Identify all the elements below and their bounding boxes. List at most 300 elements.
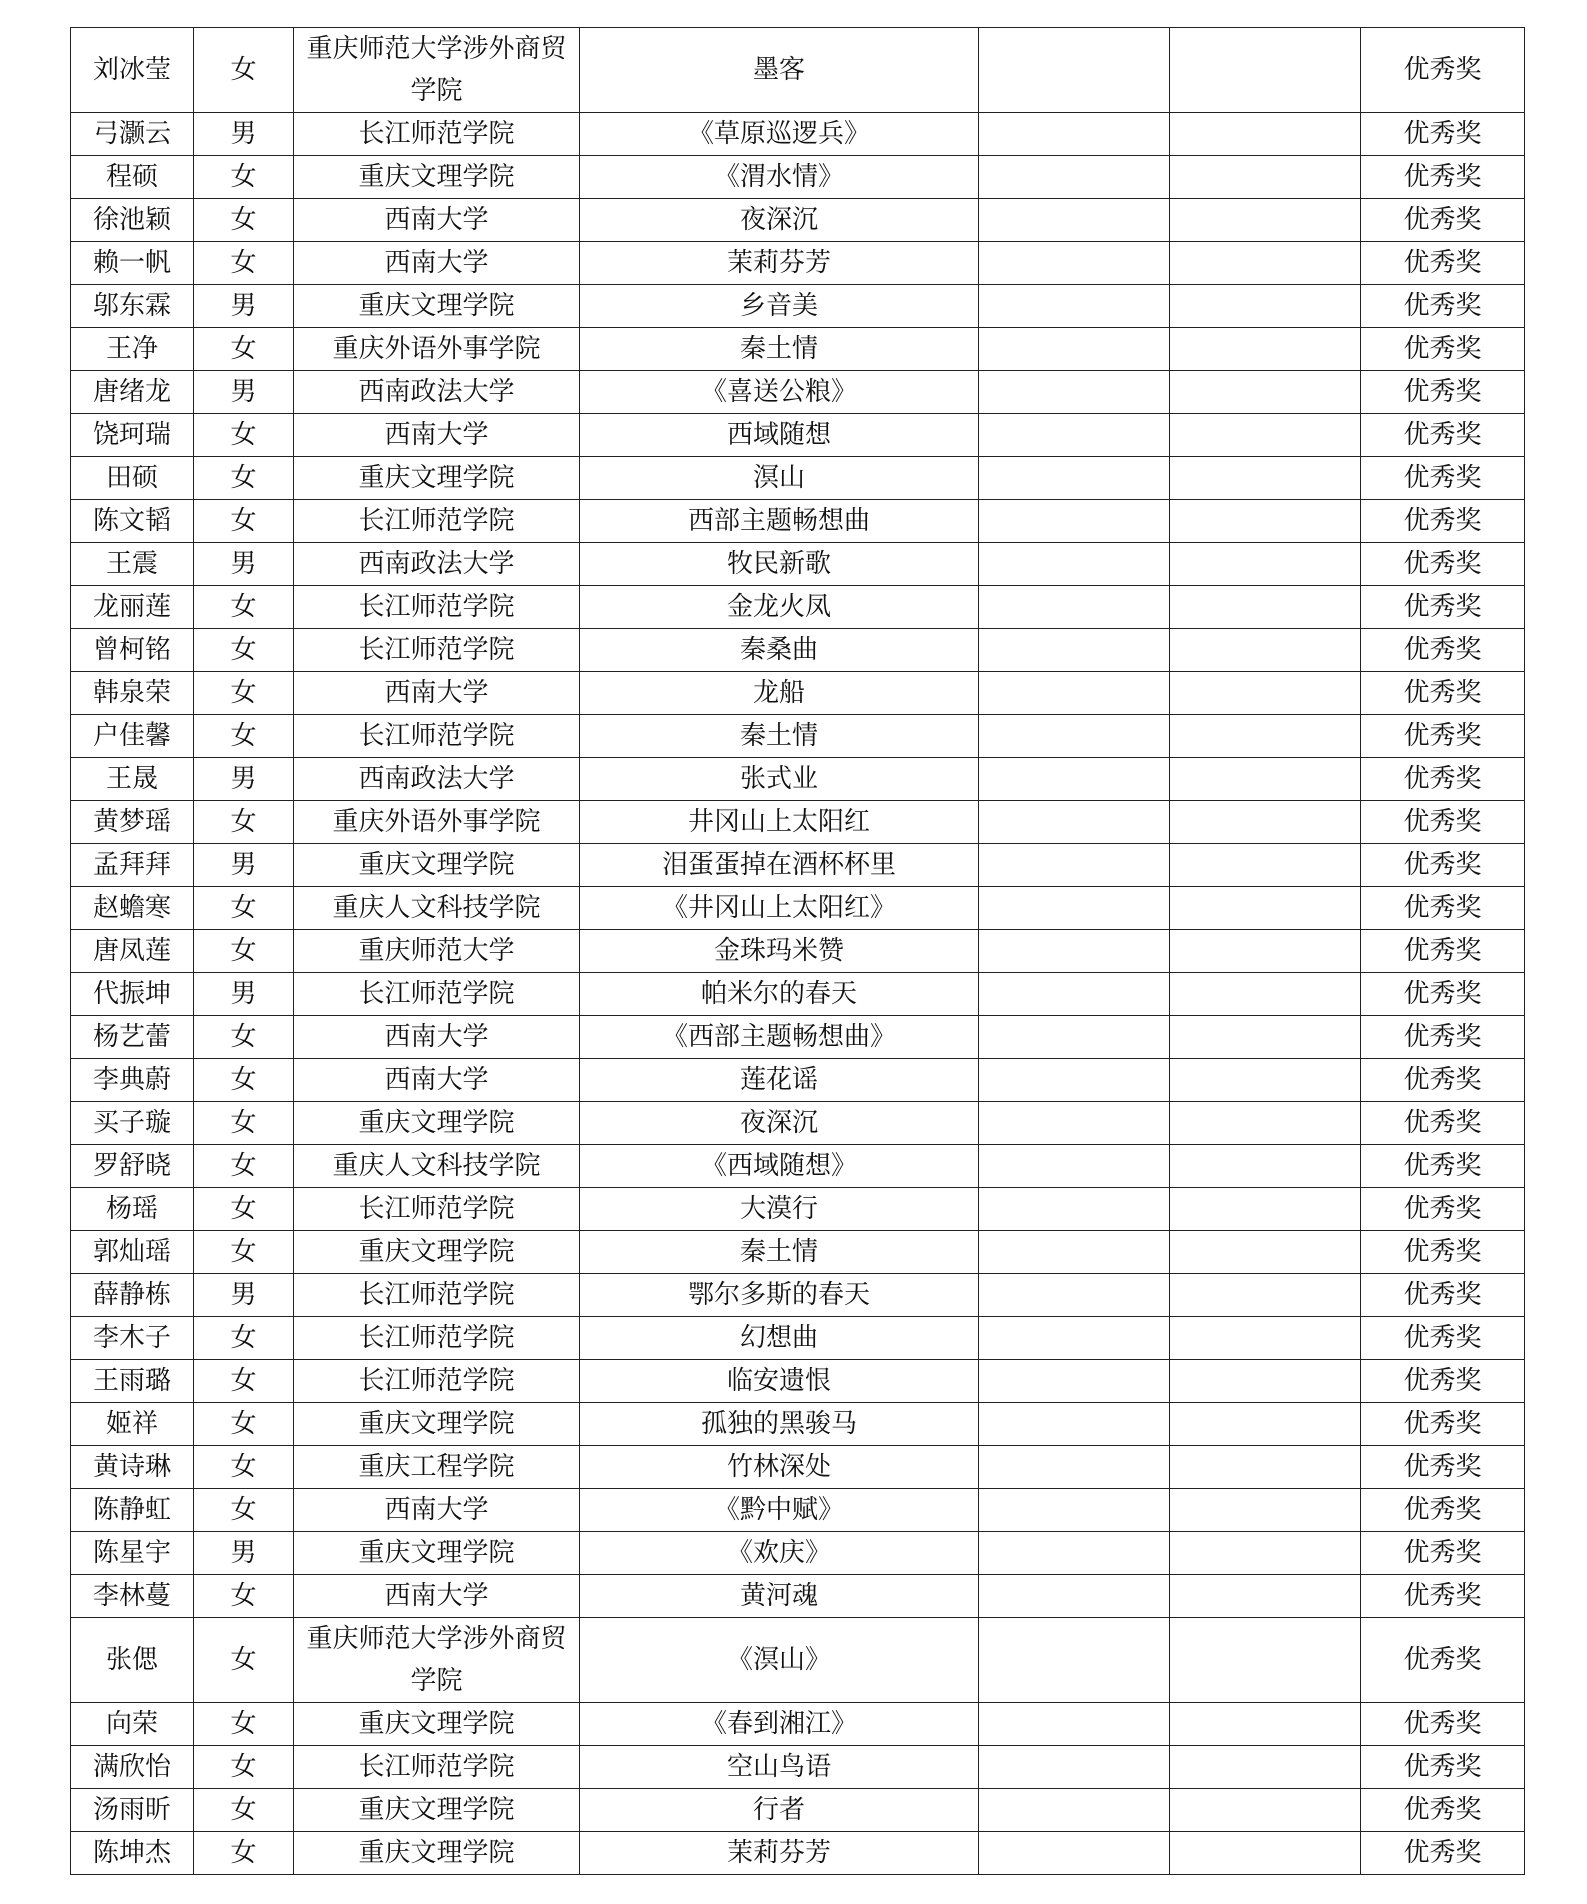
college-cell: 西南政法大学 <box>294 543 580 586</box>
student-name-cell: 姬祥 <box>71 1403 194 1446</box>
empty-cell-b <box>1170 28 1361 113</box>
college-cell: 重庆师范大学涉外商贸学院 <box>294 28 580 113</box>
empty-cell-b <box>1170 285 1361 328</box>
student-name-cell: 罗舒晓 <box>71 1145 194 1188</box>
empty-cell-a <box>979 1317 1170 1360</box>
empty-cell-a <box>979 371 1170 414</box>
empty-cell-b <box>1170 242 1361 285</box>
award-cell: 优秀奖 <box>1361 1575 1525 1618</box>
table-row <box>71 1746 1525 1789</box>
student-name-cell: 买子璇 <box>71 1102 194 1145</box>
college-cell: 长江师范学院 <box>294 1746 580 1789</box>
award-cell: 优秀奖 <box>1361 1016 1525 1059</box>
empty-cell-b <box>1170 199 1361 242</box>
work-title-cell: 夜深沉 <box>580 199 979 242</box>
gender-cell: 女 <box>194 1317 294 1360</box>
empty-cell-b <box>1170 715 1361 758</box>
work-title-cell: 秦土情 <box>580 1231 979 1274</box>
college-cell: 重庆文理学院 <box>294 457 580 500</box>
empty-cell-b <box>1170 500 1361 543</box>
gender-cell: 女 <box>194 930 294 973</box>
college-cell: 西南大学 <box>294 1489 580 1532</box>
student-name-cell: 代振坤 <box>71 973 194 1016</box>
empty-cell-a <box>979 1703 1170 1746</box>
work-title-cell: 《黔中赋》 <box>580 1489 979 1532</box>
work-title-cell: 乡音美 <box>580 285 979 328</box>
gender-cell: 女 <box>194 1231 294 1274</box>
award-cell: 优秀奖 <box>1361 113 1525 156</box>
work-title-cell: 行者 <box>580 1789 979 1832</box>
work-title-cell: 西域随想 <box>580 414 979 457</box>
work-title-cell: 黄河魂 <box>580 1575 979 1618</box>
student-name-cell: 唐凤莲 <box>71 930 194 973</box>
gender-cell: 女 <box>194 1446 294 1489</box>
work-title-cell: 泪蛋蛋掉在酒杯杯里 <box>580 844 979 887</box>
student-name-cell: 陈文韬 <box>71 500 194 543</box>
college-cell: 长江师范学院 <box>294 629 580 672</box>
student-name-cell: 张偲 <box>71 1618 194 1703</box>
college-cell: 长江师范学院 <box>294 1360 580 1403</box>
empty-cell-b <box>1170 1746 1361 1789</box>
table-row <box>71 1789 1525 1832</box>
student-name-cell: 满欣怡 <box>71 1746 194 1789</box>
table-row <box>71 1102 1525 1145</box>
college-cell: 重庆文理学院 <box>294 844 580 887</box>
work-title-cell: 溟山 <box>580 457 979 500</box>
work-title-cell: 空山鸟语 <box>580 1746 979 1789</box>
empty-cell-b <box>1170 801 1361 844</box>
award-cell: 优秀奖 <box>1361 1489 1525 1532</box>
student-name-cell: 王震 <box>71 543 194 586</box>
table-row <box>71 457 1525 500</box>
empty-cell-a <box>979 156 1170 199</box>
table-row <box>71 1317 1525 1360</box>
college-cell: 长江师范学院 <box>294 1188 580 1231</box>
award-cell: 优秀奖 <box>1361 1703 1525 1746</box>
college-cell: 重庆文理学院 <box>294 285 580 328</box>
gender-cell: 女 <box>194 1575 294 1618</box>
student-name-cell: 邬东霖 <box>71 285 194 328</box>
table-row <box>71 543 1525 586</box>
empty-cell-a <box>979 543 1170 586</box>
gender-cell: 女 <box>194 1618 294 1703</box>
student-name-cell: 汤雨昕 <box>71 1789 194 1832</box>
empty-cell-b <box>1170 1274 1361 1317</box>
table-row <box>71 1016 1525 1059</box>
work-title-cell: 金龙火凤 <box>580 586 979 629</box>
gender-cell: 男 <box>194 973 294 1016</box>
student-name-cell: 赵蟾寒 <box>71 887 194 930</box>
table-row <box>71 629 1525 672</box>
gender-cell: 女 <box>194 1102 294 1145</box>
empty-cell-a <box>979 715 1170 758</box>
gender-cell: 男 <box>194 543 294 586</box>
empty-cell-a <box>979 242 1170 285</box>
award-cell: 优秀奖 <box>1361 629 1525 672</box>
award-cell: 优秀奖 <box>1361 1102 1525 1145</box>
table-row <box>71 1532 1525 1575</box>
empty-cell-a <box>979 457 1170 500</box>
empty-cell-a <box>979 1188 1170 1231</box>
work-title-cell: 《草原巡逻兵》 <box>580 113 979 156</box>
student-name-cell: 刘冰莹 <box>71 28 194 113</box>
award-cell: 优秀奖 <box>1361 1618 1525 1703</box>
table-row <box>71 414 1525 457</box>
empty-cell-b <box>1170 1231 1361 1274</box>
empty-cell-b <box>1170 457 1361 500</box>
college-cell: 长江师范学院 <box>294 500 580 543</box>
table-row <box>71 1403 1525 1446</box>
gender-cell: 男 <box>194 844 294 887</box>
empty-cell-b <box>1170 328 1361 371</box>
award-cell: 优秀奖 <box>1361 715 1525 758</box>
table-row <box>71 1188 1525 1231</box>
award-cell: 优秀奖 <box>1361 242 1525 285</box>
empty-cell-b <box>1170 1145 1361 1188</box>
empty-cell-b <box>1170 844 1361 887</box>
table-row <box>71 1489 1525 1532</box>
gender-cell: 女 <box>194 672 294 715</box>
student-name-cell: 弓灏云 <box>71 113 194 156</box>
college-cell: 重庆文理学院 <box>294 1532 580 1575</box>
table-row <box>71 28 1525 113</box>
table-row <box>71 672 1525 715</box>
award-cell: 优秀奖 <box>1361 457 1525 500</box>
empty-cell-b <box>1170 1532 1361 1575</box>
college-cell: 西南大学 <box>294 1575 580 1618</box>
college-cell: 重庆文理学院 <box>294 1102 580 1145</box>
empty-cell-a <box>979 328 1170 371</box>
table-row <box>71 328 1525 371</box>
work-title-cell: 牧民新歌 <box>580 543 979 586</box>
table-row <box>71 973 1525 1016</box>
award-cell: 优秀奖 <box>1361 28 1525 113</box>
work-title-cell: 秦桑曲 <box>580 629 979 672</box>
award-cell: 优秀奖 <box>1361 285 1525 328</box>
empty-cell-b <box>1170 1102 1361 1145</box>
college-cell: 西南大学 <box>294 414 580 457</box>
college-cell: 重庆文理学院 <box>294 1231 580 1274</box>
table-row <box>71 242 1525 285</box>
empty-cell-a <box>979 629 1170 672</box>
work-title-cell: 西部主题畅想曲 <box>580 500 979 543</box>
student-name-cell: 韩泉荣 <box>71 672 194 715</box>
table-row <box>71 844 1525 887</box>
award-cell: 优秀奖 <box>1361 328 1525 371</box>
work-title-cell: 《渭水情》 <box>580 156 979 199</box>
college-cell: 长江师范学院 <box>294 1274 580 1317</box>
work-title-cell: 《欢庆》 <box>580 1532 979 1575</box>
award-cell: 优秀奖 <box>1361 586 1525 629</box>
student-name-cell: 王晟 <box>71 758 194 801</box>
award-cell: 优秀奖 <box>1361 758 1525 801</box>
student-name-cell: 李木子 <box>71 1317 194 1360</box>
gender-cell: 女 <box>194 801 294 844</box>
college-cell: 重庆人文科技学院 <box>294 1145 580 1188</box>
empty-cell-a <box>979 1532 1170 1575</box>
empty-cell-a <box>979 844 1170 887</box>
empty-cell-b <box>1170 887 1361 930</box>
work-title-cell: 秦土情 <box>580 715 979 758</box>
college-cell: 长江师范学院 <box>294 1317 580 1360</box>
gender-cell: 女 <box>194 199 294 242</box>
award-cell: 优秀奖 <box>1361 887 1525 930</box>
college-cell: 长江师范学院 <box>294 113 580 156</box>
gender-cell: 女 <box>194 586 294 629</box>
empty-cell-b <box>1170 414 1361 457</box>
table-row <box>71 500 1525 543</box>
student-name-cell: 徐池颖 <box>71 199 194 242</box>
gender-cell: 女 <box>194 1360 294 1403</box>
college-cell: 西南政法大学 <box>294 758 580 801</box>
table-row <box>71 801 1525 844</box>
empty-cell-a <box>979 113 1170 156</box>
empty-cell-b <box>1170 672 1361 715</box>
gender-cell: 女 <box>194 1188 294 1231</box>
empty-cell-a <box>979 1789 1170 1832</box>
student-name-cell: 饶珂瑞 <box>71 414 194 457</box>
college-cell: 西南大学 <box>294 1016 580 1059</box>
work-title-cell: 墨客 <box>580 28 979 113</box>
work-title-cell: 《井冈山上太阳红》 <box>580 887 979 930</box>
empty-cell-b <box>1170 1489 1361 1532</box>
empty-cell-a <box>979 586 1170 629</box>
college-cell: 西南大学 <box>294 242 580 285</box>
empty-cell-b <box>1170 629 1361 672</box>
gender-cell: 女 <box>194 1703 294 1746</box>
work-title-cell: 《西域随想》 <box>580 1145 979 1188</box>
work-title-cell: 《春到湘江》 <box>580 1703 979 1746</box>
award-cell: 优秀奖 <box>1361 1789 1525 1832</box>
work-title-cell: 孤独的黑骏马 <box>580 1403 979 1446</box>
gender-cell: 女 <box>194 457 294 500</box>
table-row <box>71 199 1525 242</box>
gender-cell: 女 <box>194 1832 294 1875</box>
gender-cell: 女 <box>194 414 294 457</box>
table-row <box>71 1145 1525 1188</box>
award-cell: 优秀奖 <box>1361 844 1525 887</box>
gender-cell: 女 <box>194 1746 294 1789</box>
student-name-cell: 陈静虹 <box>71 1489 194 1532</box>
award-cell: 优秀奖 <box>1361 1188 1525 1231</box>
gender-cell: 女 <box>194 242 294 285</box>
award-cell: 优秀奖 <box>1361 1832 1525 1875</box>
college-cell: 重庆文理学院 <box>294 1403 580 1446</box>
empty-cell-b <box>1170 1618 1361 1703</box>
college-cell: 重庆外语外事学院 <box>294 328 580 371</box>
table-row <box>71 1618 1525 1703</box>
empty-cell-a <box>979 414 1170 457</box>
table-row <box>71 1274 1525 1317</box>
work-title-cell: 《喜送公粮》 <box>580 371 979 414</box>
student-name-cell: 李典蔚 <box>71 1059 194 1102</box>
work-title-cell: 张式业 <box>580 758 979 801</box>
gender-cell: 男 <box>194 371 294 414</box>
table-row <box>71 1832 1525 1875</box>
college-cell: 西南大学 <box>294 672 580 715</box>
student-name-cell: 王雨璐 <box>71 1360 194 1403</box>
student-name-cell: 陈坤杰 <box>71 1832 194 1875</box>
college-cell: 重庆文理学院 <box>294 1832 580 1875</box>
award-cell: 优秀奖 <box>1361 1059 1525 1102</box>
student-name-cell: 孟拜拜 <box>71 844 194 887</box>
award-cell: 优秀奖 <box>1361 1145 1525 1188</box>
college-cell: 西南大学 <box>294 1059 580 1102</box>
student-name-cell: 程硕 <box>71 156 194 199</box>
award-cell: 优秀奖 <box>1361 1532 1525 1575</box>
empty-cell-a <box>979 1403 1170 1446</box>
student-name-cell: 曾柯铭 <box>71 629 194 672</box>
gender-cell: 男 <box>194 758 294 801</box>
work-title-cell: 大漠行 <box>580 1188 979 1231</box>
student-name-cell: 李林蔓 <box>71 1575 194 1618</box>
student-name-cell: 杨瑶 <box>71 1188 194 1231</box>
table-row <box>71 887 1525 930</box>
empty-cell-b <box>1170 1446 1361 1489</box>
empty-cell-a <box>979 1746 1170 1789</box>
empty-cell-a <box>979 930 1170 973</box>
table-row <box>71 930 1525 973</box>
gender-cell: 男 <box>194 113 294 156</box>
student-name-cell: 郭灿瑶 <box>71 1231 194 1274</box>
table-row <box>71 586 1525 629</box>
student-name-cell: 田硕 <box>71 457 194 500</box>
empty-cell-b <box>1170 1016 1361 1059</box>
award-cell: 优秀奖 <box>1361 1446 1525 1489</box>
empty-cell-a <box>979 1360 1170 1403</box>
work-title-cell: 夜深沉 <box>580 1102 979 1145</box>
college-cell: 长江师范学院 <box>294 586 580 629</box>
award-cell: 优秀奖 <box>1361 1746 1525 1789</box>
table-row <box>71 758 1525 801</box>
empty-cell-b <box>1170 586 1361 629</box>
table-row <box>71 1059 1525 1102</box>
empty-cell-a <box>979 887 1170 930</box>
work-title-cell: 帕米尔的春天 <box>580 973 979 1016</box>
awards-table-body <box>71 28 1525 1875</box>
empty-cell-b <box>1170 543 1361 586</box>
student-name-cell: 杨艺蕾 <box>71 1016 194 1059</box>
gender-cell: 女 <box>194 500 294 543</box>
work-title-cell: 竹林深处 <box>580 1446 979 1489</box>
work-title-cell: 临安遗恨 <box>580 1360 979 1403</box>
gender-cell: 女 <box>194 715 294 758</box>
work-title-cell: 龙船 <box>580 672 979 715</box>
work-title-cell: 茉莉芬芳 <box>580 242 979 285</box>
empty-cell-b <box>1170 758 1361 801</box>
empty-cell-b <box>1170 1703 1361 1746</box>
gender-cell: 男 <box>194 1532 294 1575</box>
empty-cell-b <box>1170 973 1361 1016</box>
gender-cell: 女 <box>194 629 294 672</box>
student-name-cell: 向荣 <box>71 1703 194 1746</box>
empty-cell-a <box>979 1102 1170 1145</box>
gender-cell: 女 <box>194 1789 294 1832</box>
empty-cell-a <box>979 758 1170 801</box>
empty-cell-a <box>979 1231 1170 1274</box>
table-row <box>71 285 1525 328</box>
work-title-cell: 茉莉芬芳 <box>580 1832 979 1875</box>
gender-cell: 女 <box>194 887 294 930</box>
gender-cell: 女 <box>194 1016 294 1059</box>
award-cell: 优秀奖 <box>1361 156 1525 199</box>
award-cell: 优秀奖 <box>1361 371 1525 414</box>
college-cell: 重庆文理学院 <box>294 1789 580 1832</box>
empty-cell-b <box>1170 1188 1361 1231</box>
empty-cell-a <box>979 1832 1170 1875</box>
student-name-cell: 陈星宇 <box>71 1532 194 1575</box>
empty-cell-b <box>1170 1059 1361 1102</box>
empty-cell-a <box>979 1575 1170 1618</box>
table-row <box>71 1575 1525 1618</box>
empty-cell-a <box>979 801 1170 844</box>
college-cell: 长江师范学院 <box>294 973 580 1016</box>
college-cell: 重庆外语外事学院 <box>294 801 580 844</box>
student-name-cell: 户佳馨 <box>71 715 194 758</box>
award-cell: 优秀奖 <box>1361 973 1525 1016</box>
work-title-cell: 《溟山》 <box>580 1618 979 1703</box>
student-name-cell: 黄诗琳 <box>71 1446 194 1489</box>
award-cell: 优秀奖 <box>1361 500 1525 543</box>
student-name-cell: 薛静栋 <box>71 1274 194 1317</box>
student-name-cell: 赖一帆 <box>71 242 194 285</box>
award-cell: 优秀奖 <box>1361 1360 1525 1403</box>
college-cell: 重庆文理学院 <box>294 156 580 199</box>
empty-cell-b <box>1170 930 1361 973</box>
work-title-cell: 金珠玛米赞 <box>580 930 979 973</box>
empty-cell-b <box>1170 1360 1361 1403</box>
student-name-cell: 黄梦瑶 <box>71 801 194 844</box>
empty-cell-a <box>979 285 1170 328</box>
empty-cell-b <box>1170 1403 1361 1446</box>
table-row <box>71 1703 1525 1746</box>
college-cell: 西南政法大学 <box>294 371 580 414</box>
award-cell: 优秀奖 <box>1361 1231 1525 1274</box>
award-cell: 优秀奖 <box>1361 199 1525 242</box>
empty-cell-a <box>979 1618 1170 1703</box>
gender-cell: 女 <box>194 1059 294 1102</box>
table-row <box>71 1231 1525 1274</box>
work-title-cell: 《西部主题畅想曲》 <box>580 1016 979 1059</box>
empty-cell-b <box>1170 1575 1361 1618</box>
empty-cell-a <box>979 1446 1170 1489</box>
empty-cell-a <box>979 28 1170 113</box>
empty-cell-b <box>1170 156 1361 199</box>
college-cell: 长江师范学院 <box>294 715 580 758</box>
gender-cell: 男 <box>194 1274 294 1317</box>
table-row <box>71 1360 1525 1403</box>
college-cell: 重庆师范大学 <box>294 930 580 973</box>
work-title-cell: 秦土情 <box>580 328 979 371</box>
empty-cell-b <box>1170 1317 1361 1360</box>
student-name-cell: 王净 <box>71 328 194 371</box>
table-row <box>71 371 1525 414</box>
student-name-cell: 唐绪龙 <box>71 371 194 414</box>
empty-cell-b <box>1170 1789 1361 1832</box>
work-title-cell: 莲花谣 <box>580 1059 979 1102</box>
award-cell: 优秀奖 <box>1361 1317 1525 1360</box>
table-row <box>71 715 1525 758</box>
empty-cell-a <box>979 1145 1170 1188</box>
award-cell: 优秀奖 <box>1361 672 1525 715</box>
award-cell: 优秀奖 <box>1361 801 1525 844</box>
empty-cell-a <box>979 672 1170 715</box>
empty-cell-b <box>1170 1832 1361 1875</box>
work-title-cell: 鄂尔多斯的春天 <box>580 1274 979 1317</box>
work-title-cell: 井冈山上太阳红 <box>580 801 979 844</box>
gender-cell: 女 <box>194 1489 294 1532</box>
empty-cell-b <box>1170 371 1361 414</box>
